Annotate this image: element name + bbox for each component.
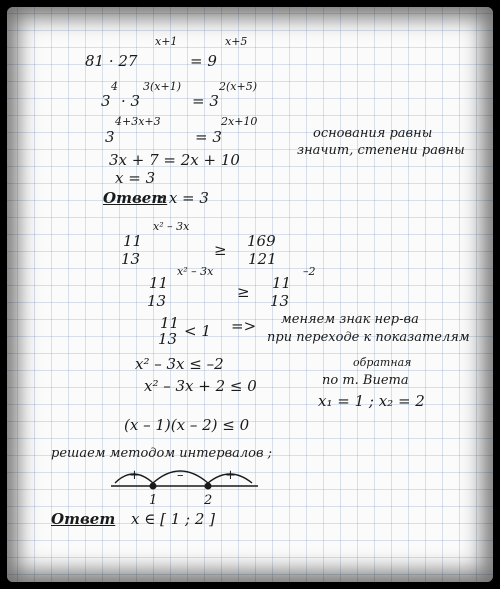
eq1-line2-base1: 3 xyxy=(101,92,111,110)
eq2-rel2: ≥ xyxy=(237,283,250,301)
eq1-line1-exp-rhs: x+5 xyxy=(225,35,248,48)
eq2-exp1: x² – 3x xyxy=(153,220,190,233)
eq1-line3-exp2: 2x+10 xyxy=(221,115,258,128)
eq1-answer-value: : x = 3 xyxy=(159,189,209,207)
sign-minus: – xyxy=(177,468,184,483)
notebook-page xyxy=(7,7,493,582)
eq1-answer-label: Ответ xyxy=(103,189,168,207)
eq2-ineq1: x² – 3x ≤ –2 xyxy=(135,355,224,373)
eq2-rel1: ≥ xyxy=(214,241,227,259)
eq1-line1-rhs: = 9 xyxy=(190,52,217,70)
eq2-answer-value: x ∈ [ 1 ; 2 ] xyxy=(131,510,216,528)
eq1-note-line1: основания равны xyxy=(313,126,433,141)
eq1-line3-exp1: 4+3x+3 xyxy=(115,115,161,128)
eq2-cmp-rest: < 1 xyxy=(184,322,211,340)
eq1-line2-exp1: 4 xyxy=(111,80,118,93)
eq2-frac1-num: 11 xyxy=(123,232,143,250)
eq1-line2-exp3: 2(x+5) xyxy=(219,80,258,93)
eq2-ineq2: x² – 3x + 2 ≤ 0 xyxy=(144,377,257,395)
eq1-note-line2: значит, степени равны xyxy=(297,143,465,158)
point-label-1: 1 xyxy=(149,493,158,508)
eq2-method: решаем методом интервалов ; xyxy=(51,446,273,461)
eq1-line2-rhs: = 3 xyxy=(192,92,219,110)
eq2-exp3: x² – 3x xyxy=(177,265,214,278)
eq1-line1-exp-lhs: x+1 xyxy=(155,35,178,48)
eq2-cmp-den: 13 xyxy=(158,330,178,348)
sign-plus-right: + xyxy=(225,468,236,483)
eq1-line3-base: 3 xyxy=(105,128,115,146)
eq2-frac3-num: 11 xyxy=(149,274,169,292)
eq2-exp4: –2 xyxy=(303,265,316,278)
eq2-arrow: => xyxy=(231,317,257,335)
eq1-line2-exp2: 3(x+1) xyxy=(143,80,182,93)
point-2 xyxy=(205,483,212,490)
eq2-frac4-den: 13 xyxy=(270,292,290,310)
eq2-frac2-num: 169 xyxy=(247,232,276,250)
eq2-note-line2: при переходе к показателям xyxy=(267,330,470,345)
eq2-roots: x₁ = 1 ; x₂ = 2 xyxy=(318,392,425,410)
eq2-frac4-num: 11 xyxy=(272,274,292,292)
eq1-line4: 3x + 7 = 2x + 10 xyxy=(109,151,240,169)
eq1-line2-base2: · 3 xyxy=(121,92,141,110)
eq2-vieta-note-top: обратная xyxy=(353,356,412,369)
eq2-frac3-den: 13 xyxy=(147,292,167,310)
eq1-line5: x = 3 xyxy=(115,169,156,187)
eq2-factored: (x – 1)(x – 2) ≤ 0 xyxy=(124,416,250,434)
eq1-line1-lhs: 81 · 27 xyxy=(85,52,138,70)
eq2-note-line1: меняем знак нер-ва xyxy=(281,312,419,327)
eq2-frac1-den: 13 xyxy=(121,250,141,268)
eq2-answer-label: Ответ xyxy=(51,510,116,528)
eq2-vieta-note: по т. Виета xyxy=(322,373,409,388)
eq1-line3-rhs: = 3 xyxy=(195,128,222,146)
eq2-cmp-num: 11 xyxy=(160,314,180,332)
point-label-2: 2 xyxy=(204,493,213,508)
interval-diagram xyxy=(7,7,493,582)
sign-plus-left: + xyxy=(129,468,140,483)
eq2-frac2-den: 121 xyxy=(248,250,277,268)
point-1 xyxy=(150,483,157,490)
